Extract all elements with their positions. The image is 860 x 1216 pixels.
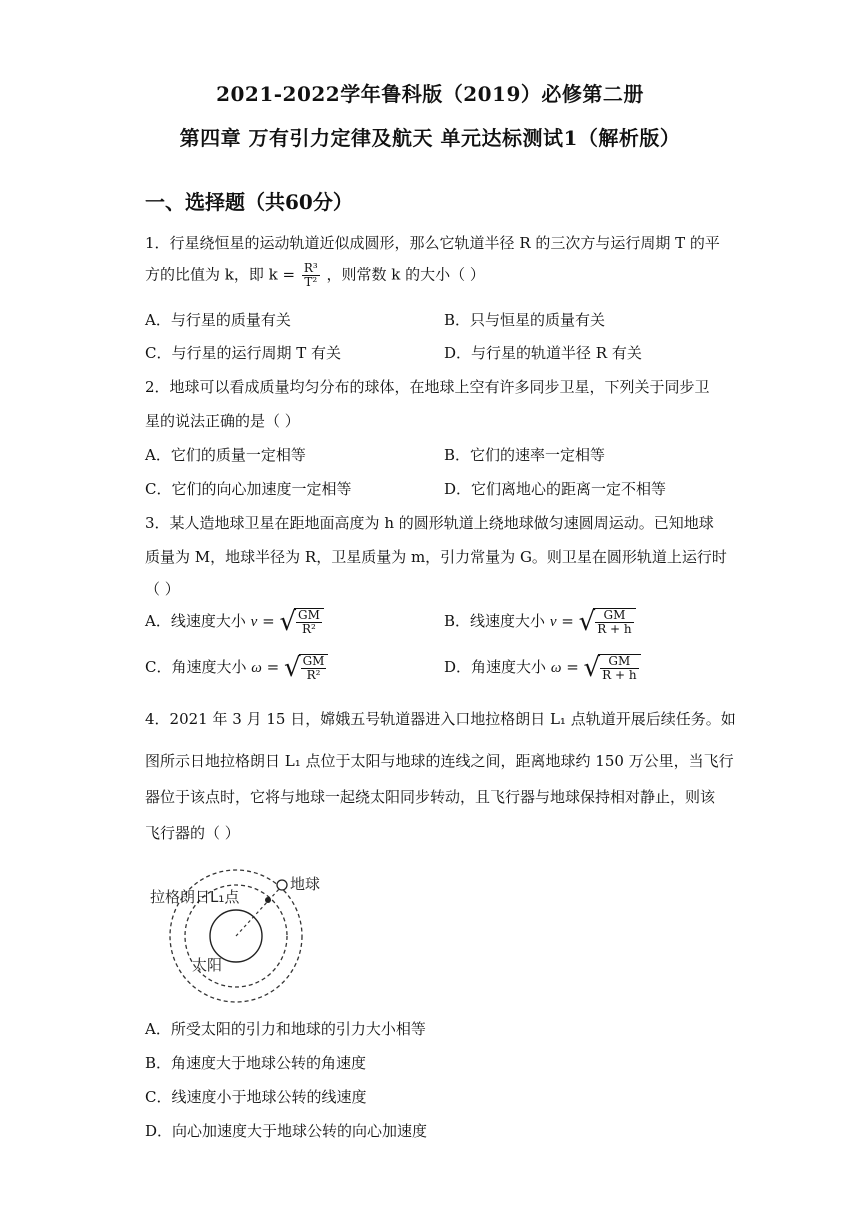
q3-option-c-sqrt: √ $\frac{GM}{\text{R²}}$ [284,654,328,682]
q3-stem-line2: 质量为 M，地球半径为 R，卫星质量为 m，引力常量为 G。则卫星在圆形轨道上运行时 [145,548,727,566]
q3-option-d-var: ω [550,660,562,676]
q1-option-d[interactable]: D．与行星的轨道半径 R 有关 [444,344,642,362]
q3-option-d-label: D．角速度大小 [444,658,547,676]
q2-stem-line2: 星的说法正确的是（ ） [145,412,300,430]
sun-earth-line [236,888,280,936]
q1-option-b[interactable]: B．只与恒星的质量有关 [444,311,606,329]
q4-stem-line3: 器位于该点时，它将与地球一起绕太阳同步转动，且飞行器与地球保持相对静止，则该 [145,788,716,806]
label-sun: 太阳 [192,956,223,974]
q3-option-c-label: C．角速度大小 [145,658,247,676]
q3-option-a-eq: = [262,612,275,630]
q4-stem-line4: 飞行器的（ ） [145,824,240,842]
section-heading: 一、选择题（共60分） [145,190,353,214]
q3-option-b-var: v [549,614,557,630]
q3-option-c-var: ω [251,660,262,676]
q1-stem-line2 [145,262,485,289]
q3-option-d-num: GM [600,655,638,669]
q3-option-a[interactable] [145,608,324,636]
document-title-line1: 2021-2022学年鲁科版（2019）必修第二册 [216,82,644,106]
q4-option-d[interactable]: D．向心加速度大于地球公转的向心加速度 [145,1122,428,1140]
q3-option-b-den: R + h [597,622,632,636]
q3-option-c-den: R² [306,668,321,682]
q4-option-a[interactable]: A．所受太阳的引力和地球的引力大小相等 [145,1020,426,1038]
q1-stem-line2-pre: 方的比值为 k，即 k = [145,265,296,284]
q3-option-a-label: A．线速度大小 [145,612,246,630]
label-earth: 地球 [290,875,321,893]
q1-formula-fraction [302,262,320,289]
q4-stem-line1: 4．2021 年 3 月 15 日，嫦娥五号轨道器进入口地拉格朗日 L₁ 点轨道开展后续任务。如 [145,710,736,728]
q2-option-c[interactable]: C．它们的向心加速度一定相等 [145,480,352,498]
q1-stem-line1: 1．行星绕恒星的运动轨道近似成圆形，那么它轨道半径 R 的三次方与运行周期 T 的平 [145,234,720,252]
q2-option-b[interactable]: B．它们的速率一定相等 [444,446,606,464]
q2-stem-line1: 2．地球可以看成质量均匀分布的球体，在地球上空有许多同步卫星，下列关于同步卫 [145,378,710,396]
q3-option-a-sqrt: √ $\frac{GM}{\text{R²}}$ [279,608,323,636]
q1-frac-numerator: R³ [303,261,318,275]
q3-option-d[interactable] [444,654,641,682]
q3-option-b-eq: = [561,612,574,630]
q3-option-a-num: GM [298,608,320,622]
q1-option-c[interactable]: C．与行星的运行周期 T 有关 [145,344,342,362]
document-title-line2: 第四章 万有引力定律及航天 单元达标测试1（解析版） [179,126,681,150]
q3-option-b-label: B．线速度大小 [444,612,546,630]
q3-option-c[interactable] [145,654,328,682]
earth-circle [277,880,287,890]
q3-option-c-eq: = [266,658,280,676]
q3-option-d-sqrt: √ $\frac{GM}{R + h}$ [584,654,641,682]
q2-option-a[interactable]: A．它们的质量一定相等 [145,446,306,464]
q3-stem-line1: 3．某人造地球卫星在距地面高度为 h 的圆形轨道上绕地球做匀速圆周运动。已知地球 [145,514,714,532]
q3-option-b-sqrt: √ $\frac{GM}{R + h}$ [579,608,636,636]
q3-option-a-den: R² [302,622,316,636]
q3-option-b-num: GM [595,609,633,623]
q4-option-c[interactable]: C．线速度小于地球公转的线速度 [145,1088,367,1106]
q3-option-d-den: R + h [602,668,637,682]
q4-stem-line2: 图所示日地拉格朗日 L₁ 点位于太阳与地球的连线之间，距离地球约 150 万公里，当飞行 [145,752,734,770]
q1-stem-line2-post: ，则常数 k 的大小（ ） [326,265,485,284]
q3-option-a-var: v [250,614,258,630]
q2-option-d[interactable]: D．它们离地心的距离一定不相等 [444,480,667,498]
q3-option-b[interactable] [444,608,636,636]
q4-option-b[interactable]: B．角速度大于地球公转的角速度 [145,1054,367,1072]
label-l1-point: 拉格朗日L₁点 [150,888,240,906]
q3-option-d-eq: = [566,658,579,676]
lagrange-point-figure [148,860,348,1006]
q3-stem-line3: （ ） [145,580,180,598]
q1-frac-denominator: T² [304,275,318,289]
l1-point-dot [265,897,271,903]
q1-option-a[interactable]: A．与行星的质量有关 [145,311,291,329]
q3-option-c-num: GM [302,654,325,668]
